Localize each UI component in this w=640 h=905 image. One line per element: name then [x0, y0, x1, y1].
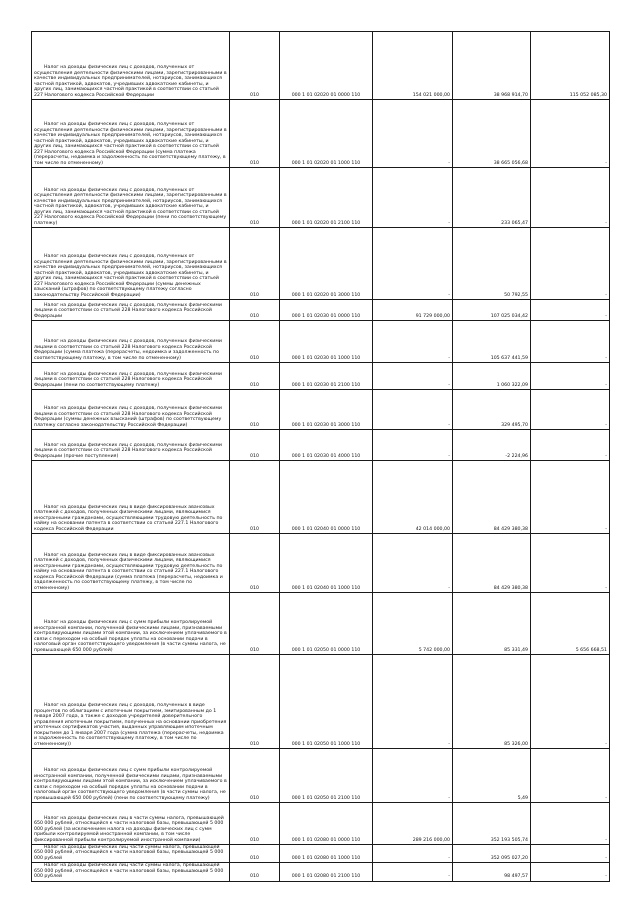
indicator-name-cell: Налог на доходы физических лиц с сумм прибыли контролируемой иностранной компании, полученной физическими лицами, признаваемыми контролирующими лицами этой компании, за исключением уплачиваемого в связи с переходом на особый порядок уплаты на основании подачи в налоговый орган соответствующего уведомления (в части суммы налога, не превышающей 650 000 рублей) (пени по соответствующему платежу)	[32, 749, 230, 803]
approved-plan-cell: -	[373, 390, 453, 430]
line-code-cell: 010	[230, 321, 280, 363]
unexecuted-amount-cell: -	[531, 363, 610, 390]
approved-plan-cell: 154 021 000,00	[373, 32, 453, 100]
indicator-name-cell: Налог на доходы физических лиц части суммы налога, превышающей 650 000 рублей, относящейся к части налоговой базы, превышающей 5 000 000 рублей	[32, 845, 230, 863]
executed-amount-cell: 329 495,70	[453, 390, 531, 430]
executed-amount-cell: 38 968 914,70	[453, 32, 531, 100]
budget-classification-code-cell: 000 1 01 02030 01 3000 110	[280, 390, 373, 430]
table-row	[32, 430, 610, 461]
line-code-cell: 010	[230, 228, 280, 300]
table-row	[32, 845, 610, 863]
budget-classification-code-cell: 000 1 01 02050 01 2100 110	[280, 749, 373, 803]
executed-amount-cell: 105 637 441,59	[453, 321, 531, 363]
line-code-cell: 010	[230, 100, 280, 168]
executed-amount-cell: 50 792,55	[453, 228, 531, 300]
approved-plan-cell: -	[373, 534, 453, 593]
unexecuted-amount-cell: -	[531, 430, 610, 461]
table-row	[32, 300, 610, 321]
table-row	[32, 390, 610, 430]
indicator-name-cell: Налог на доходы физических лиц с доходов, полученных физическими лицами в соответствии со статьей 228 Налогового кодекса Российской Федерации (прочие поступления)	[32, 430, 230, 461]
unexecuted-amount-cell: -	[531, 655, 610, 749]
table-row	[32, 655, 610, 749]
executed-amount-cell: 352 095 027,20	[453, 845, 531, 863]
indicator-name-cell: Налог на доходы физических лиц с доходов, полученных физическими лицами в соответствии со статьей 228 Налогового кодекса Российской Федерации	[32, 300, 230, 321]
line-code-cell: 010	[230, 845, 280, 863]
table-row	[32, 100, 610, 168]
line-code-cell: 010	[230, 863, 280, 881]
indicator-name-cell: Налог на доходы физических лиц в виде фиксированных авансовых платежей с доходов, полученных физическими лицами, являющимися иностранными гражданами, осуществляющими трудовую деятельность по найму на основании патента в соответствии со статьей 227.1 Налогового кодекса Российской Федерации	[32, 461, 230, 534]
indicator-name-cell: Налог на доходы физических лиц с доходов, полученных физическими лицами в соответствии со статьей 228 Налогового кодекса Российской Федерации (сумма платежа (перерасчеты, недоимка и задолженность по соответствующему платежу, в том числе по отмененному)	[32, 321, 230, 363]
line-code-cell: 010	[230, 593, 280, 655]
executed-amount-cell: 107 025 034,42	[453, 300, 531, 321]
approved-plan-cell: -	[373, 863, 453, 881]
executed-amount-cell: 38 665 056,68	[453, 100, 531, 168]
approved-plan-cell: 42 014 000,00	[373, 461, 453, 534]
line-code-cell: 010	[230, 461, 280, 534]
executed-amount-cell: 85 331,49	[453, 593, 531, 655]
approved-plan-cell: -	[373, 168, 453, 228]
approved-plan-cell: 91 729 000,00	[373, 300, 453, 321]
line-code-cell: 010	[230, 430, 280, 461]
approved-plan-cell: -	[373, 845, 453, 863]
indicator-name-cell: Налог на доходы физических лиц с доходов, полученных от осуществления деятельности физическими лицами, зарегистрированными в качестве индивидуальных предпринимателей, нотариусов, занимающихся частной практикой, адвокатов, учредивших адвокатские кабинеты, и других лиц, занимающихся частной практикой в соответствии со статьей 227 Налогового кодекса Российской Федерации (пени по соответствующему платежу)	[32, 168, 230, 228]
approved-plan-cell: -	[373, 228, 453, 300]
budget-classification-code-cell: 000 1 01 02040 01 0000 110	[280, 461, 373, 534]
budget-classification-code-cell: 000 1 01 02050 01 0000 110	[280, 593, 373, 655]
approved-plan-cell: -	[373, 655, 453, 749]
line-code-cell: 010	[230, 32, 280, 100]
table-row	[32, 803, 610, 845]
table-row	[32, 228, 610, 300]
budget-classification-code-cell: 000 1 01 02080 01 2100 110	[280, 863, 373, 881]
indicator-name-cell: Налог на доходы физических лиц с доходов, полученных физическими лицами в соответствии со статьей 228 Налогового кодекса Российской Федерации (пени по соответствующему платежу)	[32, 363, 230, 390]
approved-plan-cell: -	[373, 749, 453, 803]
indicator-name-cell: Налог на доходы физических лиц с доходов, полученных от осуществления деятельности физическими лицами, зарегистрированными в качестве индивидуальных предпринимателей, нотариусов, занимающихся частной практикой, адвокатов, учредивших адвокатские кабинеты, и других лиц, занимающихся частной практикой в соответствии со статьей 227 Налогового кодекса Российской Федерации (суммы денежных взысканий (штрафов) по соответствующему платежу согласно законодательству Российской Федерации)	[32, 228, 230, 300]
approved-plan-cell: 289 216 000,00	[373, 803, 453, 845]
approved-plan-cell: 5 742 000,00	[373, 593, 453, 655]
executed-amount-cell: 84 429 380,38	[453, 534, 531, 593]
unexecuted-amount-cell: -	[531, 803, 610, 845]
unexecuted-amount-cell: -	[531, 390, 610, 430]
budget-classification-code-cell: 000 1 01 02020 01 0000 110	[280, 32, 373, 100]
line-code-cell: 010	[230, 363, 280, 390]
line-code-cell: 010	[230, 534, 280, 593]
indicator-name-cell: Налог на доходы физических лиц в виде фиксированных авансовых платежей с доходов, полученных физическими лицами, являющимися иностранными гражданами, осуществляющими трудовую деятельность по найму на основании патента в соответствии со статьей 227.1 Налогового кодекса Российской Федерации (сумма платежа (перерасчеты, недоимка и задолженность по соответствующему платежу, в том числе по отмененному)	[32, 534, 230, 593]
executed-amount-cell: -2 224,96	[453, 430, 531, 461]
table-row	[32, 32, 610, 100]
indicator-name-cell: Налог на доходы физических лиц части суммы налога, превышающей 650 000 рублей, относящейся к части налоговой базы, превышающей 5 000 000 рублей	[32, 863, 230, 881]
budget-classification-code-cell: 000 1 01 02030 01 2100 110	[280, 363, 373, 390]
table-row	[32, 461, 610, 534]
line-code-cell: 010	[230, 390, 280, 430]
executed-amount-cell: 98 497,57	[453, 863, 531, 881]
budget-classification-code-cell: 000 1 01 02040 01 1000 110	[280, 534, 373, 593]
unexecuted-amount-cell: -	[531, 863, 610, 881]
table-row	[32, 321, 610, 363]
unexecuted-amount-cell: -	[531, 749, 610, 803]
budget-classification-code-cell: 000 1 01 02020 01 2100 110	[280, 168, 373, 228]
table-row	[32, 168, 610, 228]
table-row	[32, 363, 610, 390]
executed-amount-cell: 233 065,47	[453, 168, 531, 228]
income-report-table	[31, 31, 610, 882]
budget-classification-code-cell: 000 1 01 02030 01 4000 110	[280, 430, 373, 461]
unexecuted-amount-cell: -	[531, 845, 610, 863]
unexecuted-amount-cell: -	[531, 100, 610, 168]
line-code-cell: 010	[230, 300, 280, 321]
line-code-cell: 010	[230, 168, 280, 228]
budget-classification-code-cell: 000 1 01 02020 01 1000 110	[280, 100, 373, 168]
indicator-name-cell: Налог на доходы физических лиц в части суммы налога, превышающей 650 000 рублей, относящейся к части налоговой базы, превышающей 5 000 000 рублей (за исключением налога на доходы физических лиц с сумм прибыли контролируемой иностранной компании, в том числе фиксированной прибыли контролируемой иностранной компании)	[32, 803, 230, 845]
budget-classification-code-cell: 000 1 01 02080 01 1000 110	[280, 845, 373, 863]
executed-amount-cell: 352 193 505,74	[453, 803, 531, 845]
approved-plan-cell: -	[373, 100, 453, 168]
approved-plan-cell: -	[373, 430, 453, 461]
unexecuted-amount-cell: -	[531, 228, 610, 300]
indicator-name-cell: Налог на доходы физических лиц с доходов, полученных от осуществления деятельности физическими лицами, зарегистрированными в качестве индивидуальных предпринимателей, нотариусов, занимающихся частной практикой, адвокатов, учредивших адвокатские кабинеты, и других лиц, занимающихся частной практикой в соответствии со статьей 227 Налогового кодекса Российской Федерации (сумма платежа (перерасчеты, недоимка и задолженность по соответствующему платежу, в том числе по отмененному)	[32, 100, 230, 168]
budget-classification-code-cell: 000 1 01 02030 01 0000 110	[280, 300, 373, 321]
unexecuted-amount-cell: -	[531, 321, 610, 363]
unexecuted-amount-cell: -	[531, 534, 610, 593]
unexecuted-amount-cell: 5 656 668,51	[531, 593, 610, 655]
unexecuted-amount-cell: 115 052 085,30	[531, 32, 610, 100]
unexecuted-amount-cell: -	[531, 168, 610, 228]
indicator-name-cell: Налог на доходы физических лиц с доходов, полученных физическими лицами в соответствии со статьей 228 Налогового кодекса Российской Федерации (суммы денежных взысканий (штрафов) по соответствующему платежу согласно законодательству Российской Федерации)	[32, 390, 230, 430]
approved-plan-cell: -	[373, 321, 453, 363]
executed-amount-cell: 1 060 322,09	[453, 363, 531, 390]
table-row	[32, 534, 610, 593]
budget-classification-code-cell: 000 1 01 02030 01 1000 110	[280, 321, 373, 363]
line-code-cell: 010	[230, 803, 280, 845]
executed-amount-cell: 5,49	[453, 749, 531, 803]
executed-amount-cell: 84 429 380,38	[453, 461, 531, 534]
indicator-name-cell: Налог на доходы физических лиц с доходов, полученных в виде процентов по облигациям с ипотечным покрытием, эмитированным до 1 января 2007 года, а также с доходов учредителей доверительного управления ипотечным покрытием, полученных на основании приобретения ипотечных сертификатов участия, выданных управляющим ипотечным покрытием до 1 января 2007 года (сумма платежа (перерасчеты, недоимка и задолженность по соответствующему платежу, в том числе по отмененному))	[32, 655, 230, 749]
unexecuted-amount-cell: -	[531, 300, 610, 321]
table-row	[32, 749, 610, 803]
line-code-cell: 010	[230, 749, 280, 803]
budget-classification-code-cell: 000 1 01 02050 01 1000 110	[280, 655, 373, 749]
indicator-name-cell: Налог на доходы физических лиц с доходов, полученных от осуществления деятельности физическими лицами, зарегистрированными в качестве индивидуальных предпринимателей, нотариусов, занимающихся частной практикой, адвокатов, учредивших адвокатские кабинеты, и других лиц, занимающихся частной практикой в соответствии со статьей 227 Налогового кодекса Российской Федерации	[32, 32, 230, 100]
line-code-cell: 010	[230, 655, 280, 749]
table-row	[32, 863, 610, 881]
executed-amount-cell: 85 326,00	[453, 655, 531, 749]
budget-classification-code-cell: 000 1 01 02080 01 0000 110	[280, 803, 373, 845]
table-row	[32, 593, 610, 655]
budget-classification-code-cell: 000 1 01 02020 01 3000 110	[280, 228, 373, 300]
approved-plan-cell: -	[373, 363, 453, 390]
indicator-name-cell: Налог на доходы физических лиц с сумм прибыли контролируемой иностранной компании, полученной физическими лицами, признаваемыми контролирующими лицами этой компании, за исключением уплачиваемого в связи с переходом на особый порядок уплаты на основании подачи в налоговый орган соответствующего уведомления (в части суммы налога, не превышающей 650 000 рублей)	[32, 593, 230, 655]
report-table-body	[32, 32, 610, 882]
unexecuted-amount-cell: -	[531, 461, 610, 534]
